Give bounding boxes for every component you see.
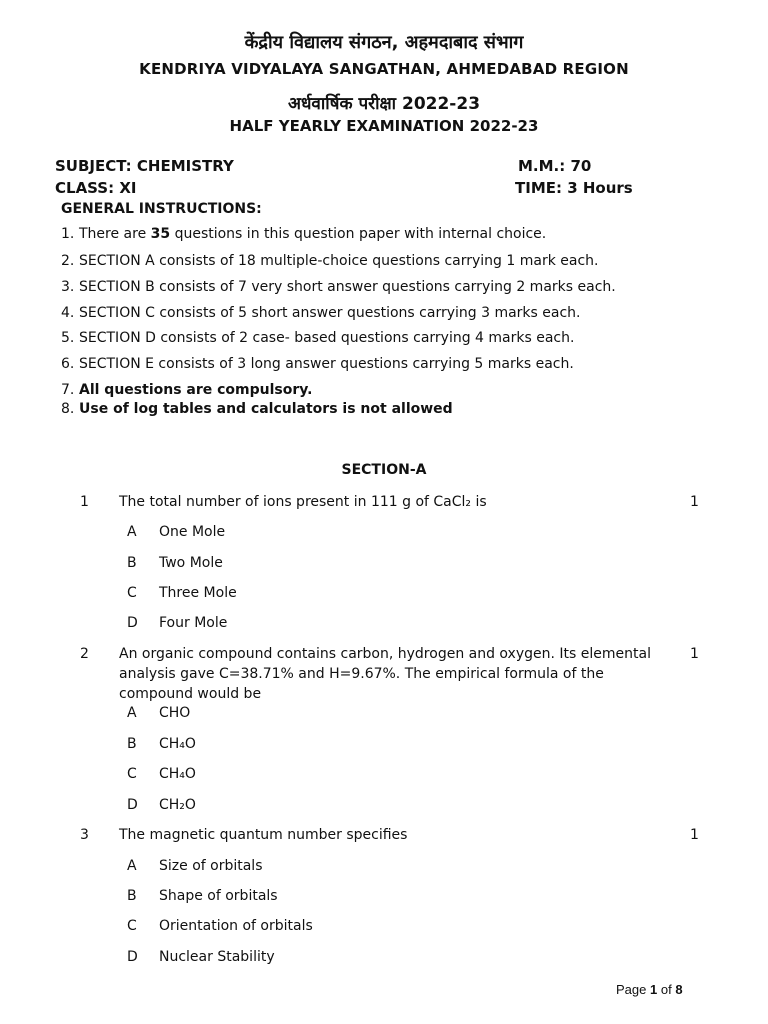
option-letter: B bbox=[127, 888, 137, 904]
class-label: CLASS: XI bbox=[55, 179, 137, 197]
option-letter: B bbox=[127, 736, 137, 752]
option-letter: D bbox=[127, 615, 138, 631]
question-text: An organic compound contains carbon, hydrogen and oxygen. Its elemental analysis gave C=38.71% and H=9.67%. The empirical formula of the compound would be bbox=[119, 646, 651, 702]
option-text: CH₄O bbox=[159, 766, 196, 782]
option-text: One Mole bbox=[159, 524, 226, 540]
hindi-organization-title: केंद्रीय विद्यालय संगठन, अहमदाबाद संभाग bbox=[244, 32, 524, 53]
question-marks: 1 bbox=[690, 494, 699, 510]
instruction-item-5: 5. SECTION D consists of 2 case- based questions carrying 4 marks each. bbox=[61, 330, 575, 346]
option-letter: A bbox=[127, 858, 137, 874]
question-marks: 1 bbox=[690, 827, 699, 843]
english-organization-title: KENDRIYA VIDYALAYA SANGATHAN, AHMEDABAD REGION bbox=[139, 60, 629, 78]
instruction-item-7: 7. All questions are compulsory. bbox=[61, 382, 313, 398]
time-label: TIME: 3 Hours bbox=[515, 179, 633, 197]
instruction-item-2: 2. SECTION A consists of 18 multiple-choice questions carrying 1 mark each. bbox=[61, 253, 599, 269]
question-text: The magnetic quantum number specifies bbox=[119, 827, 408, 843]
instruction-item-1: 1. There are 35 questions in this question paper with internal choice. bbox=[61, 226, 547, 242]
option-text: Orientation of orbitals bbox=[159, 918, 313, 934]
question-marks: 1 bbox=[690, 646, 699, 662]
question-text: The total number of ions present in 111 g of CaCl₂ is bbox=[119, 494, 487, 510]
page-number: Page 1 of 8 bbox=[616, 982, 683, 997]
option-text: Three Mole bbox=[159, 585, 237, 601]
option-text: Size of orbitals bbox=[159, 858, 263, 874]
option-text: Shape of orbitals bbox=[159, 888, 278, 904]
instruction-item-8: 8. Use of log tables and calculators is not allowed bbox=[61, 401, 453, 417]
instructions-heading: GENERAL INSTRUCTIONS: bbox=[61, 201, 262, 217]
option-letter: A bbox=[127, 524, 137, 540]
instruction-item-4: 4. SECTION C consists of 5 short answer questions carrying 3 marks each. bbox=[61, 305, 581, 321]
question-number: 2 bbox=[80, 646, 89, 662]
option-text: CHO bbox=[159, 705, 191, 721]
option-text: CH₄O bbox=[159, 736, 196, 752]
option-letter: D bbox=[127, 797, 138, 813]
section-heading: SECTION-A bbox=[341, 462, 427, 478]
question-number: 3 bbox=[80, 827, 89, 843]
instruction-item-6: 6. SECTION E consists of 3 long answer questions carrying 5 marks each. bbox=[61, 356, 574, 372]
instruction-item-3: 3. SECTION B consists of 7 very short answer questions carrying 2 marks each. bbox=[61, 279, 616, 295]
option-letter: C bbox=[127, 766, 137, 782]
english-exam-title: HALF YEARLY EXAMINATION 2022-23 bbox=[229, 117, 539, 135]
subject-label: SUBJECT: CHEMISTRY bbox=[55, 157, 234, 175]
option-letter: B bbox=[127, 555, 137, 571]
option-text: CH₂O bbox=[159, 797, 196, 813]
option-letter: D bbox=[127, 949, 138, 965]
max-marks-label: M.M.: 70 bbox=[518, 157, 592, 175]
option-text: Two Mole bbox=[159, 555, 223, 571]
option-text: Nuclear Stability bbox=[159, 949, 275, 965]
option-letter: C bbox=[127, 918, 137, 934]
option-letter: C bbox=[127, 585, 137, 601]
option-text: Four Mole bbox=[159, 615, 228, 631]
option-letter: A bbox=[127, 705, 137, 721]
question-number: 1 bbox=[80, 494, 89, 510]
hindi-exam-title: अर्धवार्षिक परीक्षा 2022-23 bbox=[287, 94, 481, 114]
